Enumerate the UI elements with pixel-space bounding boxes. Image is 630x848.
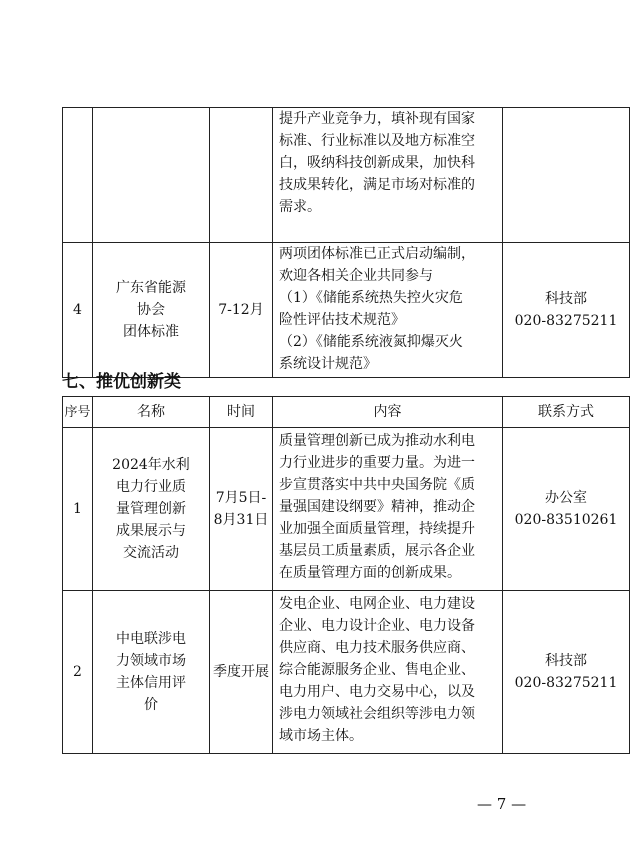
header-time: 时间 [210,397,273,428]
content-line: 提升产业竞争力，填补现有国家 [279,111,475,127]
table-row [63,591,630,754]
cell-no: 1 [63,428,93,591]
header-content: 内容 [273,397,503,428]
cell-content: 发电企业、电网企业、电力建设 企业、电力设计企业、电力设备 供应商、电力技术服务供应商、 综合能源服务企业、售电企业、 电力用户、电力交易中心，以及 涉电力领域社会组织等涉电力领 域市场主体。 [273,591,503,754]
cell-time [210,108,273,243]
cell-name: 中电联涉电 力领域市场 主体信用评 价 [93,591,210,754]
header-no: 序号 [63,397,93,428]
content-line: 需求。 [279,199,321,215]
cell-name: 2024年水利 电力行业质 量管理创新 成果展示与 交流活动 [93,428,210,591]
cell-name [93,108,210,243]
cell-contact: 科技部 020-83275211 [503,243,630,378]
cell-time: 7月5日- 8月31日 [210,428,273,591]
table-row [63,108,630,243]
cell-content: 两项团体标准已正式启动编制， 欢迎各相关企业共同参与 （1）《储能系统热失控火灾危 险性评估技术规范》 （2）《储能系统液氮抑爆灭火 系统设计规范》 [273,243,503,378]
table-row [63,428,630,591]
cell-no [63,108,93,243]
header-contact: 联系方式 [503,397,630,428]
cell-no: 4 [63,243,93,378]
page-number: — 7 — [477,795,527,813]
table-continued [62,107,630,378]
cell-contact [503,108,630,243]
table-awards [62,396,630,754]
cell-no: 2 [63,591,93,754]
cell-time: 季度开展 [210,591,273,754]
content-line: 技成果转化，满足市场对标准的 [279,177,475,193]
cell-content [273,108,503,243]
table-row [63,243,630,378]
cell-contact: 科技部 020-83275211 [503,591,630,754]
cell-contact: 办公室 020-83510261 [503,428,630,591]
content-line: 白，吸纳科技创新成果，加快科 [279,155,475,171]
cell-time: 7-12月 [210,243,273,378]
header-name: 名称 [93,397,210,428]
table-header-row [63,397,630,428]
section-heading: 七、推优创新类 [62,372,181,392]
cell-name: 广东省能源 协会 团体标准 [93,243,210,378]
content-line: 标准、行业标准以及地方标准空 [279,133,475,149]
cell-content: 质量管理创新已成为推动水利电 力行业进步的重要力量。为进一 步宣贯落实中共中央国务院《质 量强国建设纲要》精神，推动企 业加强全面质量管理，持续提升 基层员工质量素质，展示各企业 在质量管理方面的创新成果。 [273,428,503,591]
